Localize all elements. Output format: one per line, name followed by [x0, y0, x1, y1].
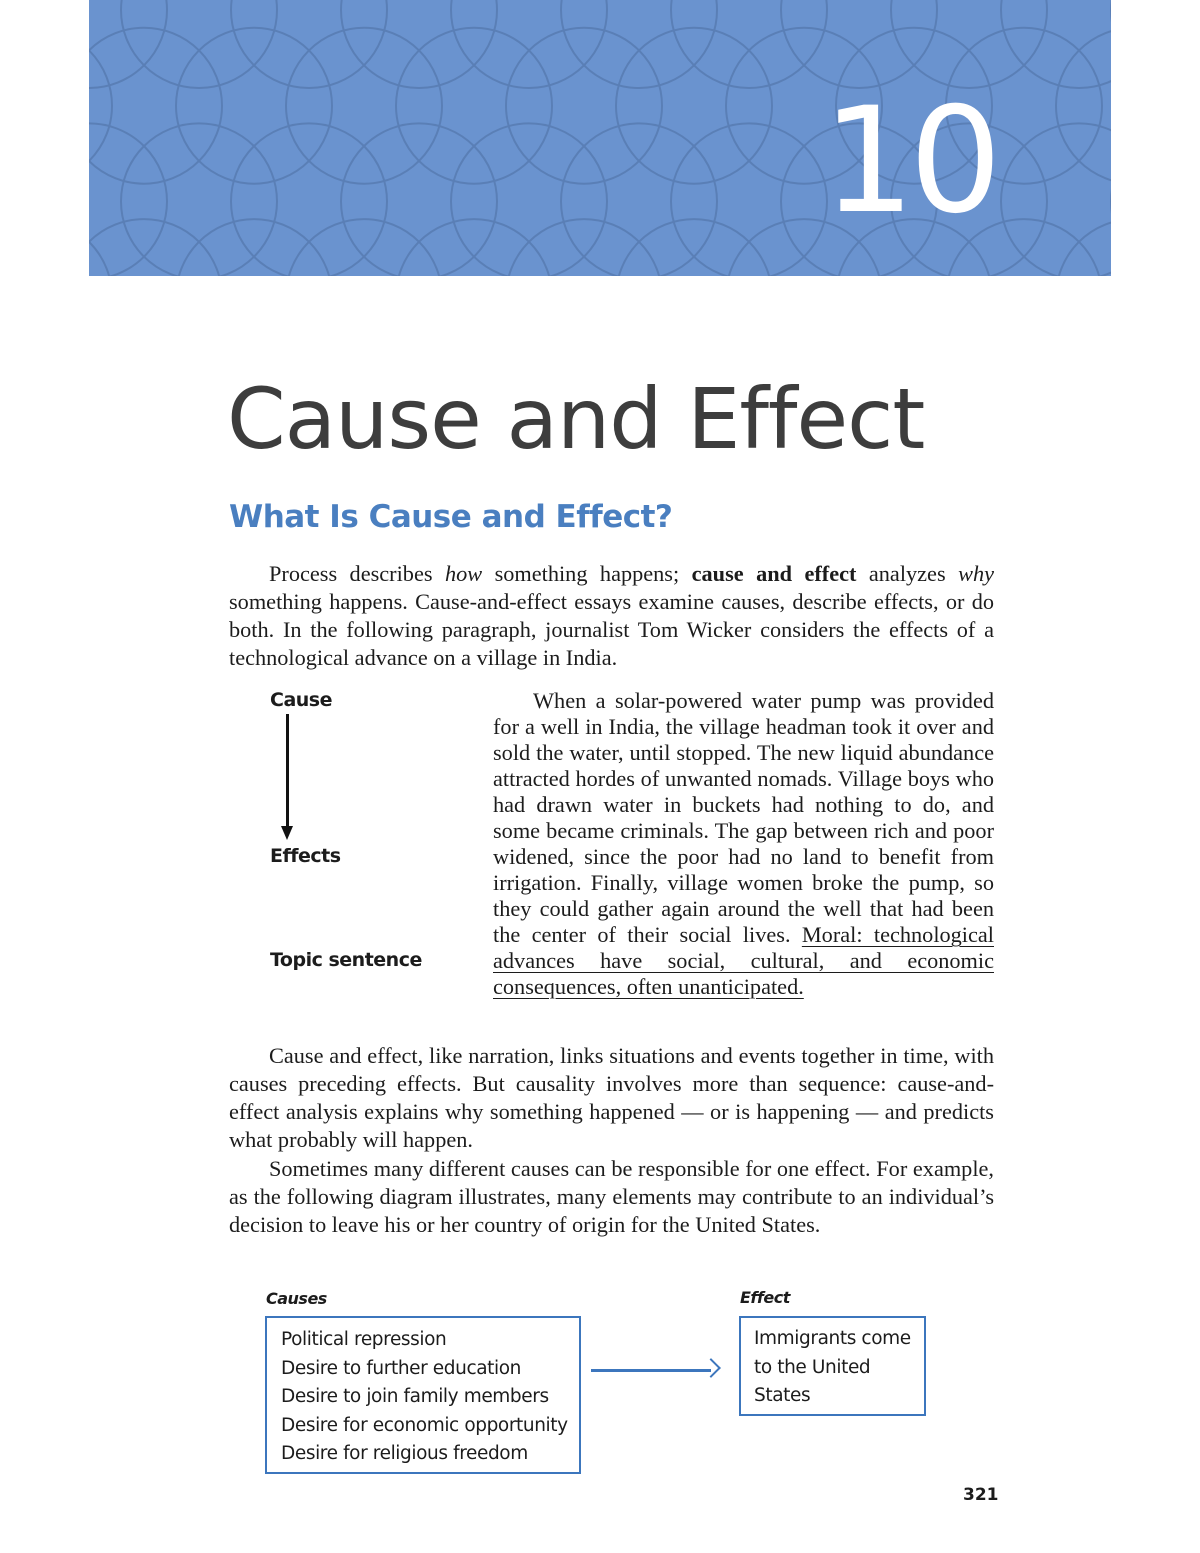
banner-circle: [121, 0, 277, 88]
cause-item: Desire to join family members: [281, 1386, 549, 1407]
section-heading: What Is Cause and Effect?: [229, 499, 673, 535]
effect-line: States: [754, 1385, 811, 1406]
intro-text-1: Process describes: [269, 561, 445, 586]
chapter-banner: [89, 0, 1111, 276]
banner-circle: [396, 219, 552, 276]
cause-item: Desire to further education: [281, 1357, 522, 1379]
key-term: cause and effect: [691, 561, 857, 586]
intro-why: why: [958, 561, 994, 586]
banner-circle: [506, 219, 662, 276]
example-body: When a solar-powered water pump was provided for a well in India, the village headman took it over and sold the water, until stopped. The new liquid abundance attracted hordes of unwanted nomads. Village boys who had drawn water in buckets had nothing to do, and some became criminals. The gap between rich and poor widened, since the poor had no land to benefit from irrigation. Finally, village women broke the pump, so they could gather again around the well that had been the center of their social lives.: [493, 688, 994, 947]
cause-item: Political repression: [281, 1329, 447, 1350]
margin-label-topic-sentence: Topic sentence: [270, 949, 422, 971]
banner-circle: [891, 0, 1047, 88]
intro-text-2: something happens;: [482, 561, 692, 586]
banner-circle: [89, 28, 112, 184]
banner-circle: [341, 0, 497, 88]
banner-circle: [671, 0, 827, 88]
banner-circle: [1001, 0, 1111, 88]
cause-effect-arrow-shaft: [286, 714, 289, 830]
example-paragraph: [493, 688, 994, 1000]
banner-circle: [561, 0, 717, 88]
banner-circle: [176, 219, 332, 276]
banner-circle: [781, 0, 937, 88]
chapter-title: Cause and Effect: [227, 370, 925, 468]
banner-circle: [451, 0, 607, 88]
topic-sentence: Moral: technological advances have social, cultural, and economic consequences, often unanticipated.: [493, 922, 994, 999]
intro-how: how: [444, 561, 483, 586]
banner-circle: [616, 219, 772, 276]
margin-label-cause: Cause: [270, 689, 332, 711]
cause-item: Desire for economic opportunity: [281, 1414, 568, 1436]
effect-box: [739, 1316, 926, 1416]
body-paragraph-2: Cause and effect, like narration, links situations and events together in time, with causes preceding effects. But causality involves more than sequence: cause-and-effect analysis explains why something happened — or is happening — and predicts what probably will happen.: [229, 1043, 994, 1152]
body-paragraph-3: Sometimes many different causes can be responsible for one effect. For example, as the following diagram illustrates, many elements may contribute to an individual’s decision to leave his or her country of origin for the United States.: [229, 1156, 994, 1237]
intro-paragraph: [229, 560, 994, 672]
diagram-causes-label: Causes: [266, 1289, 327, 1308]
effect-line: Immigrants come: [754, 1328, 911, 1349]
intro-text-4: something happens. Cause-and-effect essays examine causes, describe effects, or do both. In the following paragraph, journalist Tom Wicker considers the effects of a technological advance on a village in India.: [229, 589, 994, 670]
intro-text-3: analyzes: [856, 561, 959, 586]
diagram-effect-label: Effect: [740, 1288, 790, 1307]
margin-label-effects: Effects: [270, 845, 341, 867]
banner-circle: [286, 219, 442, 276]
effect-line: to the United: [754, 1356, 871, 1378]
cause-item: Desire for religious freedom: [281, 1443, 528, 1464]
banner-circle: [1001, 123, 1111, 276]
chapter-number: 10: [822, 76, 996, 246]
page-number: 321: [963, 1485, 999, 1505]
diagram-arrow-shaft: [591, 1369, 711, 1372]
causes-box: [265, 1316, 581, 1474]
right-arrow-icon: [701, 1358, 721, 1378]
down-arrow-icon: [281, 826, 293, 840]
banner-circle: [89, 219, 222, 276]
banner-circle: [231, 0, 387, 88]
